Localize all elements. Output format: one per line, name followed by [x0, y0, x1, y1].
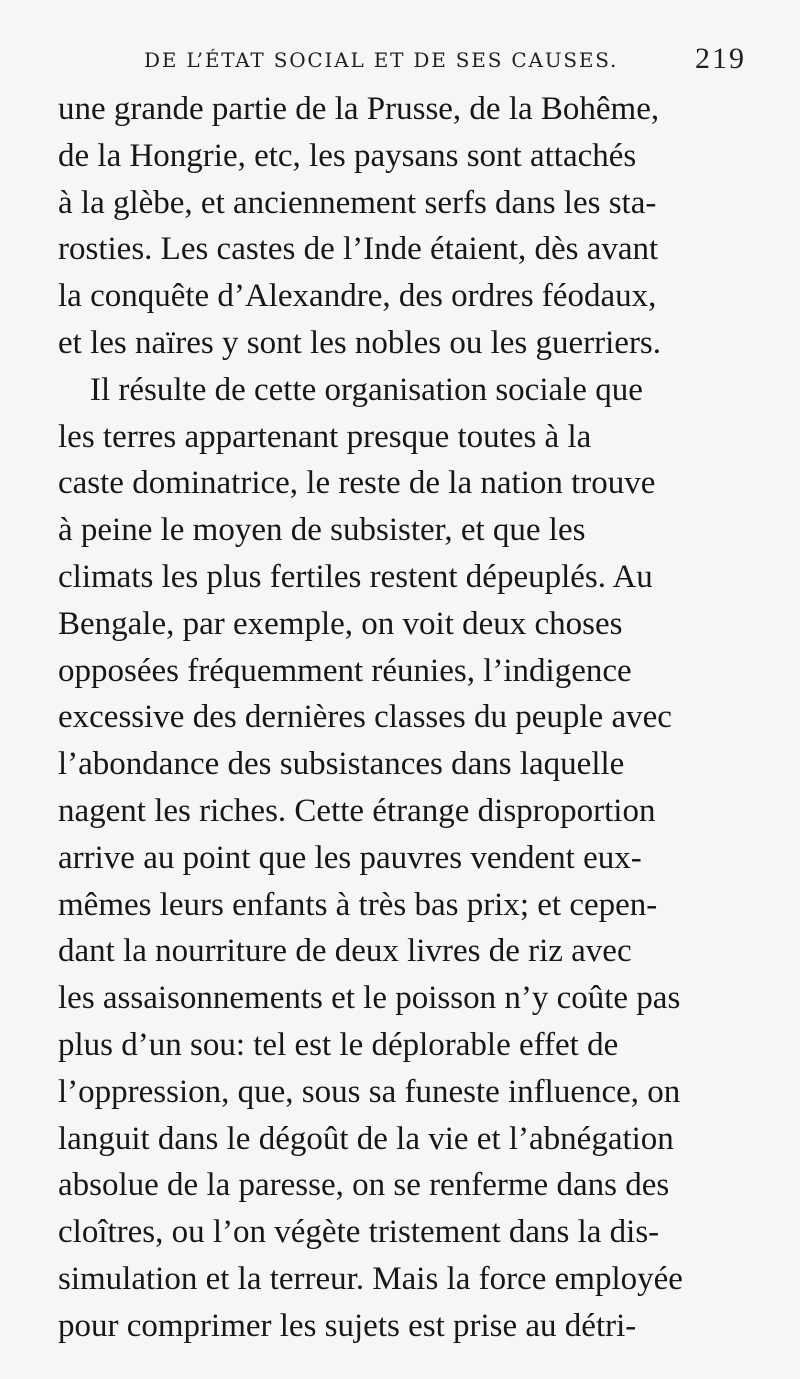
page-number: 219: [695, 42, 746, 75]
text-line: plus d’un sou: tel est le déplorable effet de: [58, 1026, 619, 1063]
text-line: la conquête d’Alexandre, des ordres féodaux,: [58, 278, 657, 315]
text-line: climats les plus fertiles restent dépeuplés. Au: [58, 558, 653, 595]
text-line: à la glèbe, et anciennement serfs dans les sta-: [58, 184, 657, 221]
text-line: excessive des dernières classes du peuple avec: [58, 699, 672, 736]
text-line: Bengale, par exemple, on voit deux choses: [58, 605, 623, 642]
text-line: absolue de la paresse, on se renferme dans des: [58, 1167, 670, 1204]
page-header: [60, 42, 752, 82]
text-line: les terres appartenant presque toutes à la: [58, 418, 592, 455]
text-line: mêmes leurs enfants à très bas prix; et cepen-: [58, 886, 658, 923]
text-line: rosties. Les castes de l’Inde étaient, dès avant: [58, 231, 659, 268]
text-line: arrive au point que les pauvres vendent eux-: [58, 839, 642, 876]
body-text: [58, 86, 748, 1350]
text-line: simulation et la terreur. Mais la force employée: [58, 1260, 683, 1297]
text-line: nagent les riches. Cette étrange disproportion: [58, 792, 656, 829]
text-line: l’oppression, que, sous sa funeste influence, on: [58, 1073, 681, 1110]
text-line: opposées fréquemment réunies, l’indigence: [58, 652, 632, 689]
text-line: les assaisonnements et le poisson n’y coûte pas: [58, 980, 681, 1017]
text-line: dant la nourriture de deux livres de riz avec: [58, 933, 632, 970]
running-head: DE L’ÉTAT SOCIAL ET DE SES CAUSES.: [144, 48, 619, 72]
text-line: languit dans le dégoût de la vie et l’abnégation: [58, 1120, 674, 1157]
text-line: à peine le moyen de subsister, et que les: [58, 512, 586, 549]
text-line: cloîtres, ou l’on végète tristement dans la dis-: [58, 1214, 660, 1251]
paragraph-start-line: Il résulte de cette organisation sociale que: [90, 371, 643, 408]
text-line: une grande partie de la Prusse, de la Bohême,: [58, 91, 660, 127]
text-line: l’abondance des subsistances dans laquelle: [58, 746, 625, 783]
text-line: pour comprimer les sujets est prise au détri-: [58, 1307, 637, 1344]
text-line: et les naïres y sont les nobles ou les guerriers.: [58, 324, 662, 361]
text-line: de la Hongrie, etc, les paysans sont attachés: [58, 137, 637, 174]
text-line: caste dominatrice, le reste de la nation trouve: [58, 465, 656, 502]
